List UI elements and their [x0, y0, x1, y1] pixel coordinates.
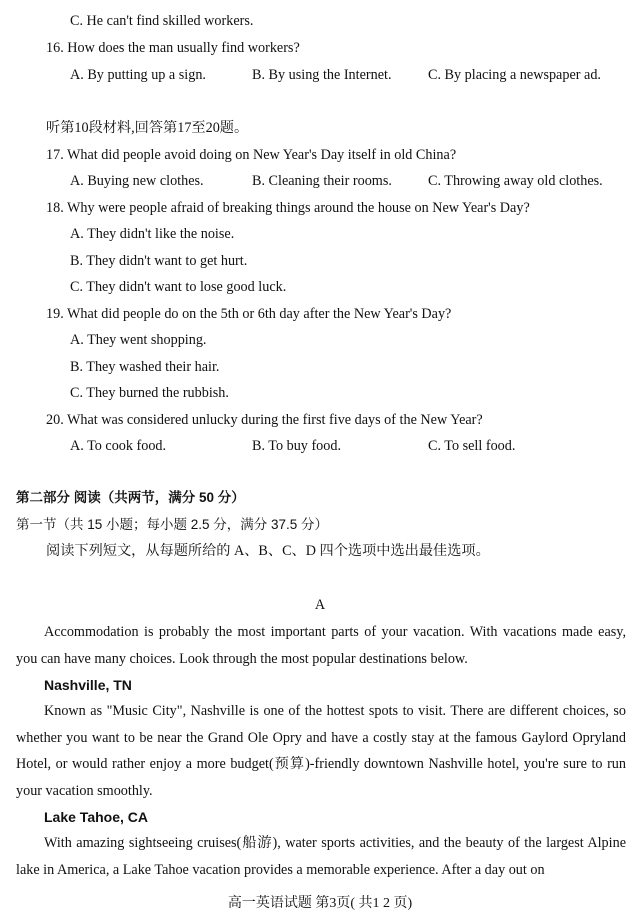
question-16-option-c: C. By placing a newspaper ad. — [428, 67, 601, 83]
section-10-instruction: 听第10段材料,回答第17至20题。 — [46, 120, 249, 136]
lake-tahoe-title: Lake Tahoe, CA — [44, 809, 148, 825]
nashville-paragraph: Known as "Music City", Nashville is one of the hottest spots to visit. There are different choices, so whether you want to be near the Grand Ole Opry and have a costly stay at the famous Gaylord Opryland Hotel, or would rather enjoy a more budget(预算)-friendly downtown Nashville hotel, you're sure to run your vacation smoothly. — [16, 703, 626, 799]
question-19-stem: 19. What did people do on the 5th or 6th day after the New Year's Day? — [46, 306, 452, 322]
question-17-option-a: A. Buying new clothes. — [70, 173, 204, 189]
part-2-heading: 第二部分 阅读（共两节，满分 50 分） — [16, 490, 245, 505]
question-17-option-c: C. Throwing away old clothes. — [428, 173, 603, 189]
question-17-stem: 17. What did people avoid doing on New Year's Day itself in old China? — [46, 147, 457, 163]
question-18-option-b: B. They didn't want to get hurt. — [70, 253, 248, 269]
passage-intro: Accommodation is probably the most important parts of your vacation. With vacations made easy, you can have many choices. Look through the most popular destinations below. — [16, 624, 626, 667]
question-19-option-a: A. They went shopping. — [70, 332, 207, 348]
question-16-stem: 16. How does the man usually find workers? — [46, 40, 300, 56]
page-footer: 高一英语试题 第3页( 共1 2 页) — [227, 896, 413, 911]
question-19-option-c: C. They burned the rubbish. — [70, 385, 229, 401]
question-15-option-c: C. He can't find skilled workers. — [70, 13, 254, 29]
nashville-title: Nashville, TN — [44, 677, 132, 693]
question-19-option-b: B. They washed their hair. — [70, 359, 220, 375]
reading-instruction: 阅读下列短文，从每题所给的 A、B、C、D 四个选项中选出最佳选项。 — [46, 543, 490, 559]
question-18-option-a: A. They didn't like the noise. — [70, 226, 235, 242]
question-16-option-a: A. By putting up a sign. — [70, 67, 206, 83]
section-1-heading: 第一节（共 15 小题；每小题 2.5 分，满分 37.5 分） — [16, 517, 329, 532]
passage-label: A — [314, 597, 326, 613]
question-17-option-b: B. Cleaning their rooms. — [252, 173, 392, 189]
question-18-option-c: C. They didn't want to lose good luck. — [70, 279, 287, 295]
question-20-option-c: C. To sell food. — [428, 438, 516, 454]
question-20-stem: 20. What was considered unlucky during the first five days of the New Year? — [46, 412, 483, 428]
question-20-option-a: A. To cook food. — [70, 438, 167, 454]
question-20-option-b: B. To buy food. — [252, 438, 341, 454]
question-16-option-b: B. By using the Internet. — [252, 67, 392, 83]
lake-tahoe-paragraph: With amazing sightseeing cruises(船游), water sports activities, and the beauty of the largest Alpine lake in America, a Lake Tahoe vacation provides a memorable experience. After a day out on — [16, 835, 626, 878]
question-18-stem: 18. Why were people afraid of breaking things around the house on New Year's Day? — [46, 200, 530, 216]
